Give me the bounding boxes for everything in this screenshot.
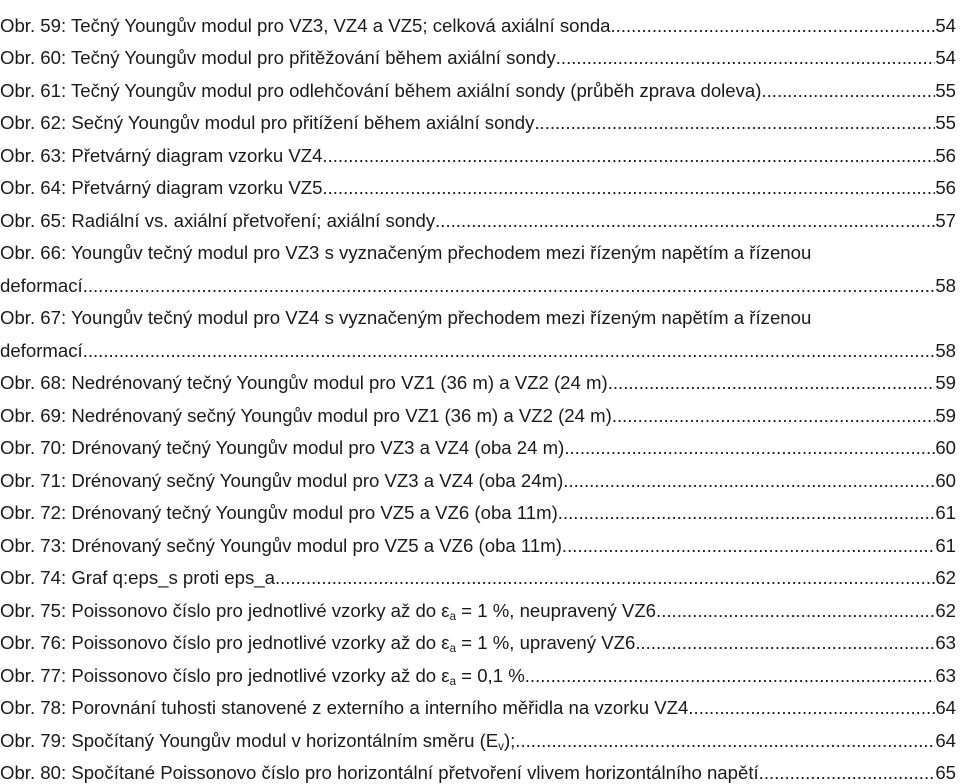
title-text: deformací	[0, 275, 83, 296]
subscript-text: a	[450, 610, 456, 622]
title-text: Obr. 60: Tečný Youngův modul pro přitěžování během axiální sondy	[0, 47, 556, 68]
figure-title[interactable]	[0, 437, 564, 459]
figure-entry-line	[0, 199, 956, 232]
figure-entry-line	[0, 524, 956, 557]
figure-entry[interactable]	[0, 69, 956, 102]
figure-entry[interactable]	[0, 589, 956, 622]
dot-leader	[759, 762, 936, 784]
dot-leader	[611, 15, 936, 37]
title-text: Obr. 64: Přetvárný diagram vzorku VZ5	[0, 177, 322, 198]
page-number[interactable]: 54	[935, 47, 956, 69]
figure-title[interactable]	[0, 47, 556, 69]
figure-entry-line	[0, 394, 956, 427]
figure-title[interactable]	[0, 80, 761, 102]
dot-leader	[322, 145, 935, 167]
page-number[interactable]: 56	[935, 177, 956, 199]
figure-title[interactable]	[0, 210, 435, 232]
figure-title[interactable]	[0, 242, 811, 264]
figure-title[interactable]	[0, 762, 759, 784]
figure-entry-line	[0, 4, 956, 37]
figure-title[interactable]	[0, 502, 558, 524]
title-text: Obr. 79: Spočítaný Youngův modul v horizontálním směru (E	[0, 730, 498, 751]
title-text: = 1 %, upravený VZ6	[456, 632, 635, 653]
page-number[interactable]: 64	[935, 730, 956, 752]
page-number[interactable]: 64	[935, 697, 956, 719]
figure-title[interactable]	[0, 275, 83, 297]
dot-leader	[558, 502, 936, 524]
title-text: Obr. 63: Přetvárný diagram vzorku VZ4	[0, 145, 322, 166]
figure-entry-line	[0, 687, 956, 720]
figure-title[interactable]	[0, 665, 525, 687]
page-number[interactable]: 65	[935, 762, 956, 784]
figure-entry-line	[0, 557, 956, 590]
dot-leader	[688, 697, 935, 719]
figure-entry-line	[0, 297, 956, 330]
title-text: Obr. 61: Tečný Youngův modul pro odlehčování během axiální sondy (průběh zprava doleva)	[0, 80, 761, 101]
figure-title[interactable]	[0, 567, 275, 589]
title-text: Obr. 62: Sečný Youngův modul pro přitížení během axiální sondy	[0, 112, 534, 133]
page-number[interactable]: 58	[935, 275, 956, 297]
dot-leader	[322, 177, 935, 199]
figure-title[interactable]	[0, 632, 635, 654]
title-text: deformací	[0, 340, 83, 361]
title-text: = 1 %, neupravený VZ6	[456, 600, 656, 621]
figure-entry[interactable]	[0, 362, 956, 395]
figure-entry-line	[0, 102, 956, 135]
title-text: Obr. 72: Drénovaný tečný Youngův modul pro VZ5 a VZ6 (oba 11m)	[0, 502, 558, 523]
dot-leader	[564, 437, 935, 459]
dot-leader	[635, 632, 935, 654]
title-text: Obr. 65: Radiální vs. axiální přetvoření; axiální sondy	[0, 210, 435, 231]
figure-entry[interactable]	[0, 232, 956, 297]
dot-leader	[83, 275, 936, 297]
figure-title[interactable]	[0, 307, 811, 329]
page-number[interactable]: 56	[935, 145, 956, 167]
title-text: Obr. 78: Porovnání tuhosti stanovené z externího a interního měřidla na vzorku VZ4	[0, 697, 688, 718]
figure-entry-line	[0, 654, 956, 687]
dot-leader	[83, 340, 936, 362]
title-text: Obr. 71: Drénovaný sečný Youngův modul pro VZ3 a VZ4 (oba 24m)	[0, 470, 563, 491]
figure-title[interactable]	[0, 372, 608, 394]
figure-entry[interactable]	[0, 557, 956, 590]
page-number[interactable]: 60	[935, 470, 956, 492]
figure-entry[interactable]	[0, 687, 956, 720]
dot-leader	[562, 535, 935, 557]
title-text: Obr. 75: Poissonovo číslo pro jednotlivé vzorky až do ε	[0, 600, 450, 621]
figure-entry[interactable]	[0, 134, 956, 167]
dot-leader	[515, 730, 935, 752]
figure-title[interactable]	[0, 730, 515, 752]
figure-entry-line	[0, 167, 956, 200]
dot-leader	[435, 210, 935, 232]
figure-title[interactable]	[0, 340, 83, 362]
figure-entry-line	[0, 622, 956, 655]
page-number[interactable]: 60	[935, 437, 956, 459]
figure-entry-continuation	[0, 264, 956, 297]
figure-entry-line	[0, 69, 956, 102]
page-number[interactable]: 63	[935, 632, 956, 654]
title-text: Obr. 73: Drénovaný sečný Youngův modul pro VZ5 a VZ6 (oba 11m)	[0, 535, 562, 556]
figure-entry-line	[0, 459, 956, 492]
figure-entry[interactable]	[0, 459, 956, 492]
figure-entry[interactable]	[0, 394, 956, 427]
dot-leader	[656, 600, 935, 622]
subscript-text: a	[450, 675, 456, 687]
title-text: Obr. 80: Spočítané Poissonovo číslo pro horizontální přetvoření vlivem horizontálního napětí	[0, 762, 759, 783]
figure-entry-line	[0, 232, 956, 265]
figure-title[interactable]	[0, 470, 563, 492]
figure-entry[interactable]	[0, 199, 956, 232]
figure-entry[interactable]	[0, 4, 956, 37]
figure-title[interactable]	[0, 112, 534, 134]
dot-leader	[534, 112, 935, 134]
figure-title[interactable]	[0, 405, 612, 427]
figure-entry[interactable]	[0, 297, 956, 362]
figure-entry[interactable]	[0, 102, 956, 135]
dot-leader	[563, 470, 935, 492]
figure-entry-line	[0, 134, 956, 167]
page-number[interactable]: 54	[935, 15, 956, 37]
page-number[interactable]: 62	[935, 600, 956, 622]
dot-leader	[556, 47, 936, 69]
figure-entry[interactable]	[0, 37, 956, 70]
title-text: Obr. 74: Graf q:eps_s proti eps_a	[0, 567, 275, 588]
figure-entry-line	[0, 37, 956, 70]
page-number[interactable]: 63	[935, 665, 956, 687]
dot-leader	[525, 665, 936, 687]
figure-title[interactable]	[0, 697, 688, 719]
page-number[interactable]: 59	[935, 405, 956, 427]
figure-entry-continuation	[0, 329, 956, 362]
title-text: Obr. 77: Poissonovo číslo pro jednotlivé vzorky až do ε	[0, 665, 450, 686]
title-text: Obr. 67: Youngův tečný modul pro VZ4 s vyznačeným přechodem mezi řízeným napětím a řízenou	[0, 307, 811, 328]
dot-leader	[612, 405, 935, 427]
title-text: = 0,1 %	[456, 665, 525, 686]
figure-entry[interactable]	[0, 752, 956, 784]
title-text: Obr. 68: Nedrénovaný tečný Youngův modul pro VZ1 (36 m) a VZ2 (24 m)	[0, 372, 608, 393]
figure-entry[interactable]	[0, 524, 956, 557]
subscript-text: a	[450, 643, 456, 655]
figure-title[interactable]	[0, 15, 611, 37]
figure-title[interactable]	[0, 600, 656, 622]
figure-title[interactable]	[0, 535, 562, 557]
title-text: );	[504, 730, 515, 751]
page-number[interactable]: 57	[935, 210, 956, 232]
figure-title[interactable]	[0, 177, 322, 199]
figure-entry[interactable]	[0, 427, 956, 460]
page-number[interactable]: 59	[935, 372, 956, 394]
figure-entry[interactable]	[0, 654, 956, 687]
figure-entry-line	[0, 719, 956, 752]
page-number[interactable]: 55	[935, 112, 956, 134]
figure-entry[interactable]	[0, 622, 956, 655]
page-number[interactable]: 58	[935, 340, 956, 362]
page-number[interactable]: 61	[935, 502, 956, 524]
subscript-text: v	[498, 740, 504, 752]
figure-entry-line	[0, 492, 956, 525]
figure-entry-line	[0, 362, 956, 395]
title-text: Obr. 69: Nedrénovaný sečný Youngův modul pro VZ1 (36 m) a VZ2 (24 m)	[0, 405, 612, 426]
figure-entry[interactable]	[0, 167, 956, 200]
figure-entry[interactable]	[0, 719, 956, 752]
figure-entry[interactable]	[0, 492, 956, 525]
page-number[interactable]: 62	[935, 567, 956, 589]
title-text: Obr. 76: Poissonovo číslo pro jednotlivé vzorky až do ε	[0, 632, 450, 653]
figure-entry-line	[0, 752, 956, 784]
page-number[interactable]: 61	[935, 535, 956, 557]
figure-entry-line	[0, 589, 956, 622]
figure-title[interactable]	[0, 145, 322, 167]
dot-leader	[275, 567, 935, 589]
title-text: Obr. 59: Tečný Youngův modul pro VZ3, VZ4 a VZ5; celková axiální sonda	[0, 15, 611, 36]
dot-leader	[608, 372, 936, 394]
title-text: Obr. 66: Youngův tečný modul pro VZ3 s vyznačeným přechodem mezi řízeným napětím a řízenou	[0, 242, 811, 263]
page-number[interactable]: 55	[935, 80, 956, 102]
title-text: Obr. 70: Drénovaný tečný Youngův modul pro VZ3 a VZ4 (oba 24 m)	[0, 437, 564, 458]
dot-leader	[761, 80, 935, 102]
figure-entry-line	[0, 427, 956, 460]
